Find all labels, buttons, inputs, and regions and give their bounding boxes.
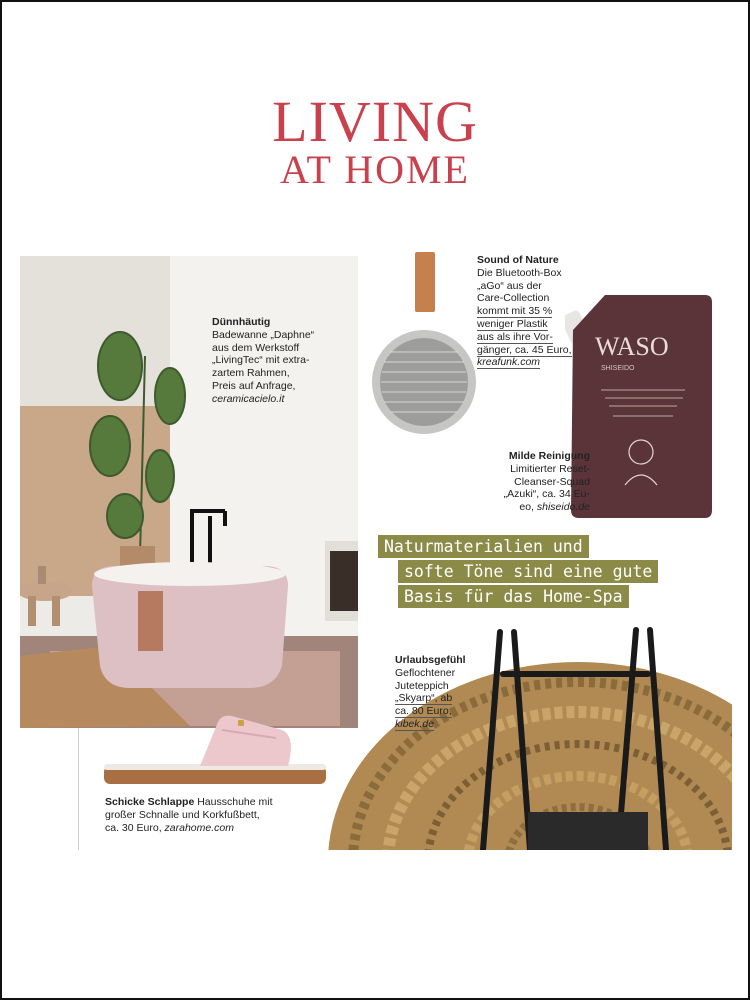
speaker-line: Die Bluetooth-Box [477, 266, 562, 279]
magazine-logo-line1: LIVING [272, 89, 478, 154]
speaker-line: kommt mit 35 % [477, 305, 553, 318]
cleanser-line: „Azuki“, ca. 34 Eu- [503, 488, 590, 501]
speaker-photo [370, 252, 478, 452]
rug-photo [318, 612, 732, 850]
speaker-line: weniger Plastik [477, 317, 548, 330]
cleanser-source: shiseido.de [536, 501, 590, 514]
speaker-title: Sound of Nature [477, 254, 559, 266]
magazine-logo-line2: AT HOME [280, 147, 470, 192]
pull-quote-line: Naturmaterialien und [378, 535, 589, 558]
slipper-caption [105, 796, 335, 834]
bathtub-line: „LivingTec“ mit extra- [212, 354, 310, 367]
cleanser-title: Milde Reinigung [508, 450, 590, 462]
rug-line: ca. 80 Euro, [395, 705, 452, 718]
bathtub-caption [212, 316, 354, 406]
rug-line: Juteteppich [395, 679, 449, 692]
cleanser-line: Cleanser-Squad [514, 475, 590, 488]
slipper-line: Hausschuhe mit [194, 796, 273, 808]
column-divider [78, 728, 79, 850]
rug-line: Geflochtener [395, 666, 456, 679]
speaker-line: aus als ihre Vor- [477, 330, 553, 343]
rug-line: „Skyarp“, ab [395, 692, 453, 705]
rug-source: kibek.de [395, 717, 435, 730]
speaker-line: Care-Collection [477, 292, 550, 305]
pull-quote-line: softe Töne sind eine gute [398, 560, 658, 583]
bathtub-line: Badewanne „Daphne“ [212, 328, 315, 341]
shiseido-brand: SHISEIDO [601, 365, 635, 372]
bathtub-line: zartem Rahmen, [212, 367, 290, 380]
bathtub-line: aus dem Werkstoff [212, 341, 300, 354]
cleanser-caption [470, 450, 590, 514]
bathtub-source: ceramicacielo.it [212, 392, 285, 405]
slipper-line-prefix: ca. 30 Euro, [105, 821, 165, 834]
slipper-photo [100, 710, 328, 792]
slipper-source: zarahome.com [164, 821, 234, 834]
pull-quote-line: Basis für das Home-Spa [398, 585, 629, 608]
bathtub-title: Dünnhäutig [212, 316, 271, 328]
slipper-title: Schicke Schlappe [105, 796, 195, 808]
rug-title: Urlaubsgefühl [395, 654, 466, 666]
speaker-source: kreafunk.com [477, 356, 541, 369]
bathtub-line: Preis auf Anfrage, [212, 379, 296, 392]
cleanser-line: Limitierter Reset- [510, 462, 590, 475]
speaker-line: „aGo“ aus der [477, 279, 542, 292]
slipper-line: großer Schnalle und Korkfußbett, [105, 808, 260, 821]
rug-caption [395, 654, 500, 731]
cleanser-line-prefix: eo, [519, 501, 537, 514]
waso-logo: WASO [595, 332, 669, 361]
speaker-line: gänger, ca. 45 Euro, [477, 343, 572, 356]
